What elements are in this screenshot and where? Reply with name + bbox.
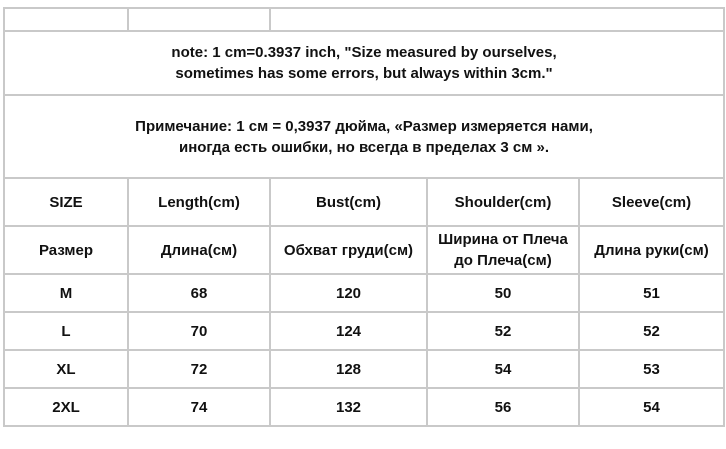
table-row [4,350,724,388]
table-row [4,274,724,312]
blank-cell [128,8,270,31]
sleeve-cell: 51 [579,274,724,312]
length-cell: 70 [128,312,270,350]
note-english-line-1: note: 1 cm=0.3937 inch, "Size measured by ourselves, [171,44,557,61]
bust-cell: 120 [270,274,427,312]
header-sleeve: Sleeve(cm) [579,178,724,226]
size-cell: L [4,312,128,350]
blank-top-row [4,8,724,31]
size-chart-table [3,7,725,427]
header-size: SIZE [4,178,128,226]
shoulder-cell: 54 [427,350,579,388]
size-cell: 2XL [4,388,128,426]
length-cell: 68 [128,274,270,312]
sleeve-cell: 53 [579,350,724,388]
shoulder-cell: 52 [427,312,579,350]
shoulder-cell: 50 [427,274,579,312]
header-sleeve-ru: Длина руки(см) [579,226,724,274]
sleeve-cell: 54 [579,388,724,426]
note-russian-row [4,95,724,178]
bust-cell: 124 [270,312,427,350]
note-english-row [4,31,724,95]
sleeve-cell: 52 [579,312,724,350]
note-russian [4,95,724,178]
table-row [4,388,724,426]
header-row-english [4,178,724,226]
header-length: Length(cm) [128,178,270,226]
size-cell: XL [4,350,128,388]
header-bust-ru: Обхват груди(см) [270,226,427,274]
bust-cell: 132 [270,388,427,426]
header-size-ru: Размер [4,226,128,274]
table-row [4,312,724,350]
header-shoulder: Shoulder(cm) [427,178,579,226]
note-russian-line-2: иногда есть ошибки, но всегда в пределах 3 см ». [178,138,550,156]
blank-cell [4,8,128,31]
size-cell: M [4,274,128,312]
header-length-ru: Длина(см) [128,226,270,274]
header-row-russian [4,226,724,274]
bust-cell: 128 [270,350,427,388]
length-cell: 72 [128,350,270,388]
shoulder-cell: 56 [427,388,579,426]
note-english [4,31,724,95]
header-bust: Bust(cm) [270,178,427,226]
note-russian-line-1: Примечание: 1 см = 0,3937 дюйма, «Размер измеряется нами, [135,117,593,135]
note-english-line-2: sometimes has some errors, but always within 3cm." [175,65,553,82]
header-shoulder-ru: Ширина от Плеча до Плеча(см) [427,226,579,274]
blank-cell [270,8,724,31]
length-cell: 74 [128,388,270,426]
